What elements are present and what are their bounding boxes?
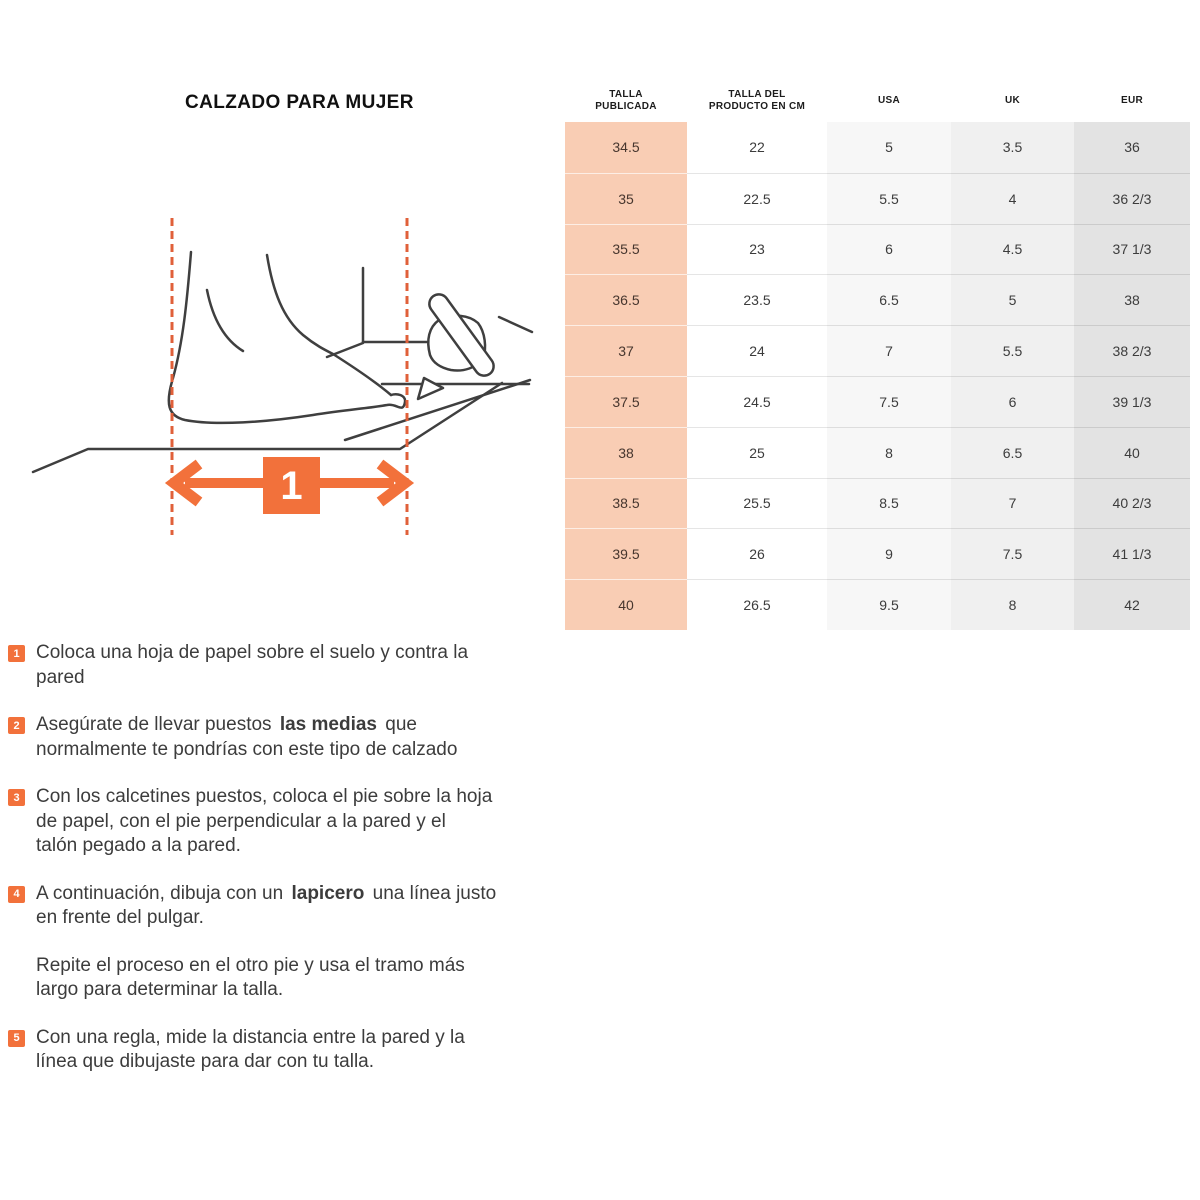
step-number-badge: 4 [8, 886, 25, 903]
table-cell: 4 [951, 173, 1074, 224]
foot-outline [169, 252, 405, 423]
table-cell: 40 [1074, 427, 1190, 478]
table-cell: 36 [1074, 122, 1190, 173]
table-cell: 38 [565, 427, 687, 478]
hand-pencil [418, 291, 532, 399]
table-cell: 5.5 [827, 173, 951, 224]
table-row [565, 122, 1190, 173]
table-cell: 25 [687, 427, 827, 478]
instruction-text: Repite el proceso en el otro pie y usa el tramo más largo para determinar la talla. [36, 954, 465, 1000]
instruction-text: Con los calcetines puestos, coloca el pie sobre la hoja de papel, con el pie perpendicular a la pared y el talón pegado a la pared. [36, 786, 493, 856]
table-cell: 24 [687, 325, 827, 376]
table-cell: 38 2/3 [1074, 325, 1190, 376]
table-cell: 6 [951, 376, 1074, 427]
table-row [565, 274, 1190, 325]
table-cell: 34.5 [565, 122, 687, 173]
table-cell: 40 2/3 [1074, 478, 1190, 529]
foot-measurement-illustration [15, 190, 545, 560]
table-cell: 3.5 [951, 122, 1074, 173]
instruction-item [8, 785, 608, 859]
table-cell: 36 2/3 [1074, 173, 1190, 224]
instruction-item [8, 1026, 608, 1075]
table-cell: 6 [827, 224, 951, 275]
table-cell: 6.5 [951, 427, 1074, 478]
instruction-item [8, 641, 608, 690]
instruction-item [8, 713, 608, 762]
table-cell: 7.5 [951, 528, 1074, 579]
arm-line [499, 317, 532, 332]
table-cell: 5 [827, 122, 951, 173]
size-table [565, 80, 1190, 630]
table-cell: 6.5 [827, 274, 951, 325]
instruction-text: A continuación, dibuja con un lapicero una línea justo en frente del pulgar. [36, 882, 497, 928]
table-cell: 5 [951, 274, 1074, 325]
step-number-badge: 3 [8, 789, 25, 806]
size-table-body [565, 122, 1190, 630]
step-number-badge: 5 [8, 1030, 25, 1047]
step-number-badge: 2 [8, 717, 25, 734]
table-cell: 4.5 [951, 224, 1074, 275]
table-cell: 7.5 [827, 376, 951, 427]
pencil-tip [418, 378, 443, 399]
table-cell: 37.5 [565, 376, 687, 427]
table-cell: 36.5 [565, 274, 687, 325]
table-cell: 22.5 [687, 173, 827, 224]
table-cell: 37 [565, 325, 687, 376]
table-cell: 7 [951, 478, 1074, 529]
instruction-item [8, 882, 608, 931]
table-cell: 40 [565, 579, 687, 630]
table-cell: 39 1/3 [1074, 376, 1190, 427]
table-cell: 39.5 [565, 528, 687, 579]
table-cell: 38 [1074, 274, 1190, 325]
table-row [565, 376, 1190, 427]
table-cell: 24.5 [687, 376, 827, 427]
step-number-badge: 1 [8, 645, 25, 662]
table-row [565, 325, 1190, 376]
table-row [565, 579, 1190, 630]
table-cell: 42 [1074, 579, 1190, 630]
table-row [565, 427, 1190, 478]
instructions-list [8, 641, 608, 1098]
table-cell: 9.5 [827, 579, 951, 630]
table-cell: 8 [827, 427, 951, 478]
table-cell: 38.5 [565, 478, 687, 529]
table-row [565, 478, 1190, 529]
column-header-talla-producto-cm: TALLA DEL PRODUCTO EN CM [708, 89, 806, 112]
instruction-text: Asegúrate de llevar puestos las medias que normalmente te pondrías con este tipo de calzado [36, 714, 458, 760]
table-cell: 35.5 [565, 224, 687, 275]
table-cell: 26 [687, 528, 827, 579]
instruction-item [8, 954, 608, 1003]
table-row [565, 528, 1190, 579]
table-cell: 22 [687, 122, 827, 173]
column-header-talla-publicada: TALLA PUBLICADA [595, 89, 657, 112]
table-row [565, 224, 1190, 275]
table-cell: 26.5 [687, 579, 827, 630]
column-header-uk: UK [1004, 95, 1021, 106]
column-header-usa: USA [877, 95, 900, 106]
instruction-text: Con una regla, mide la distancia entre la pared y la línea que dibujaste para dar con tu talla. [36, 1026, 465, 1072]
table-cell: 25.5 [687, 478, 827, 529]
table-cell: 7 [827, 325, 951, 376]
foot-measurement-svg [15, 190, 545, 560]
table-cell: 35 [565, 173, 687, 224]
size-table-header [565, 80, 1190, 122]
column-header-eur: EUR [1120, 95, 1143, 106]
table-cell: 8.5 [827, 478, 951, 529]
arrow-label: 1 [280, 464, 303, 508]
measure-arrow [174, 457, 405, 514]
table-cell: 23 [687, 224, 827, 275]
table-cell: 37 1/3 [1074, 224, 1190, 275]
table-cell: 23.5 [687, 274, 827, 325]
table-cell: 41 1/3 [1074, 528, 1190, 579]
wall-corner [327, 268, 427, 357]
table-cell: 8 [951, 579, 1074, 630]
page-title: CALZADO PARA MUJER [185, 92, 414, 113]
table-row [565, 173, 1190, 224]
table-cell: 5.5 [951, 325, 1074, 376]
table-cell: 9 [827, 528, 951, 579]
instruction-text: Coloca una hoja de papel sobre el suelo y contra la pared [36, 642, 469, 688]
